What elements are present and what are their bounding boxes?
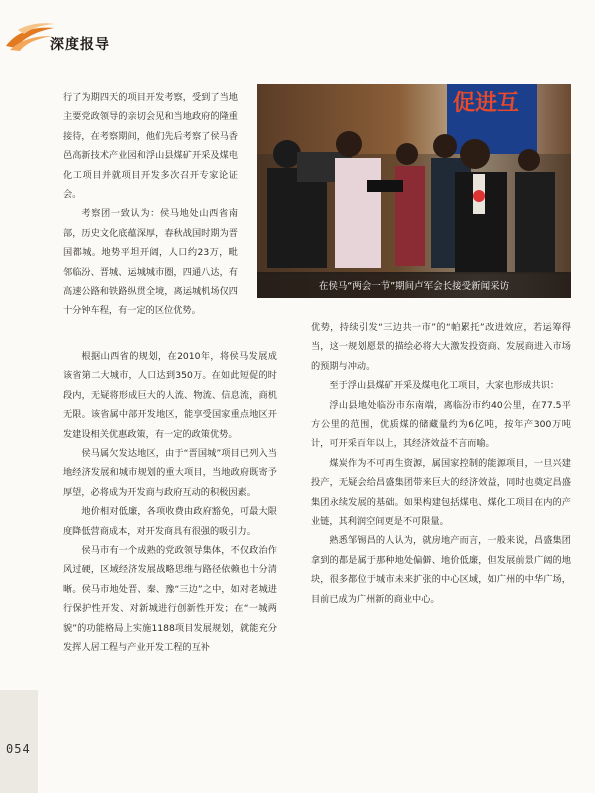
paragraph: 考察团一致认为：侯马地处山西省南部，历史文化底蕴深厚，春秋战国时期为晋国都城。地势平坦开阔，人口约23万，毗邻临汾、晋城、运城城市圈，四通八达，有高速公路和铁路纵贯全境，离运城机场仅四十分钟车程，有一定的区位优势。 — [63, 208, 238, 317]
swoosh-logo-icon — [4, 22, 56, 52]
paragraph: 至于浮山县煤矿开采及煤电化工项目，大家也形成共识： — [329, 380, 560, 392]
paragraph: 侯马市有一个成熟的党政领导集体，不仅政治作风过硬，区域经济发展战略思维与路径依赖也十分清晰。侯马市地处晋、秦、豫“三边”之中，如对老城进行保护性开发、对新城进行创新性开发；在“一城两貌”的功能格局上实施1188项目发展规划，就能充分发挥人居工程与产业开发工程的互补 — [63, 545, 277, 654]
paragraph: 优势，持续引发“三边共一市”的“帕累托”改进效应，若运筹得当，这一规划愿景的描绘必将大大激发投资商、发展商进入市场的预期与冲动。 — [311, 322, 571, 372]
paragraph: 行了为期四天的项目开发考察，受到了当地主要党政领导的亲切会见和当地政府的隆重接待，在考察期间，他们先后考察了侯马香邑高新技术产业园和浮山县煤矿开采及煤电化工项目并就项目开发多次召开专家论证会。 — [63, 92, 238, 201]
column-left-bottom — [63, 347, 277, 658]
paragraph: 地价相对低廉，各项收费由政府豁免，可最大限度降低营商成本，对开发商具有很强的吸引力。 — [63, 506, 277, 537]
paragraph: 煤炭作为不可再生资源，属国家控制的能源项目，一旦兴建投产，无疑会给昌盛集团带来巨大的经济效益，同时也奠定昌盛集团永续发展的基础。如果构建包括煤电、煤化工项目在内的产业链，其利润空间更是不可限量。 — [311, 457, 571, 528]
paragraph: 浮山县地处临汾市东南端，离临汾市约40公里，在77.5平方公里的范围，优质煤的储藏量约为6亿吨，按年产300万吨计，可开采百年以上，其经济效益不言而喻。 — [311, 399, 571, 450]
paragraph: 侯马属欠发达地区，由于“晋国城”项目已列入当地经济发展和城市规划的重大项目，当地政府既寄予厚望，必将成为开发商与政府互动的积极因素。 — [63, 448, 277, 498]
press-interview-image — [257, 84, 571, 298]
banner-text: 促进互 — [453, 91, 520, 116]
paragraph: 根据山西省的规划，在2010年，将侯马发展成该省第二大城市，人口达到350万。在如此短促的时段内，无疑将形成巨大的人流、物流、信息流，商机无限。该省属中部开发地区，能享受国家重点地区开发建设相关优惠政策，有一定的政策优势。 — [63, 351, 277, 440]
column-left-top — [63, 88, 238, 321]
paragraph: 熟悉邹锡昌的人认为，就房地产而言，一般来说，昌盛集团拿到的都是属于那种地处偏僻、地价低廉，但发展前景广阔的地块，很多都位于城市未来扩张的中心区域，如广州的中华广场，目前已成为广州新的商业中心。 — [311, 535, 571, 605]
article-photo — [257, 84, 571, 298]
column-right — [311, 318, 571, 609]
page-number: 054 — [6, 742, 31, 756]
section-title: 深度报导 — [50, 37, 110, 53]
photo-caption: 在侯马“两会一节”期间卢军会长接受新闻采访 — [318, 281, 510, 292]
section-header — [0, 14, 200, 60]
